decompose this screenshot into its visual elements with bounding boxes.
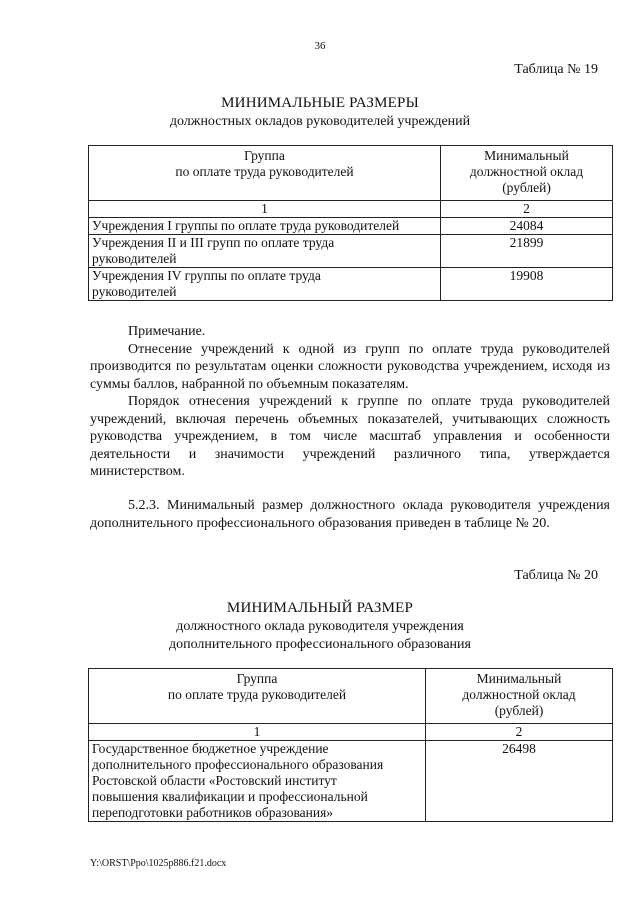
- note-paragraph-2: Порядок отнесения учреждений к группе по оплате труда руководителей учреждений, включая перечень объемных показателей, учитывающих сложность руководства учреждением, в том числе масштаб управления и особенности деятельности и значимости учреждений различного типа, утверждается министерством.: [90, 394, 610, 479]
- table19-row3-value: 19908: [441, 268, 613, 301]
- table19-title: МИНИМАЛЬНЫЕ РАЗМЕРЫ: [221, 95, 419, 111]
- table20-header-salary: Минимальный должностной оклад (рублей): [426, 669, 613, 724]
- table20-subtitle-2: дополнительного профессионального образования: [169, 637, 471, 652]
- footer-file-path: Y:\ORST\Ppo\1025p886.f21.docx: [90, 858, 227, 869]
- table20-subtitle-1: должностного оклада руководителя учреждения: [176, 619, 464, 634]
- table19-num-col1: 1: [89, 201, 441, 218]
- note-title: Примечание.: [128, 324, 206, 339]
- table19-row2-group: Учреждения II и III групп по оплате труда руководителей: [89, 235, 441, 268]
- table19-row2-value: 21899: [441, 235, 613, 268]
- table19-num-col2: 2: [441, 201, 613, 218]
- table20-header-row: [89, 669, 613, 724]
- table19-row1-group: Учреждения I группы по оплате труда руководителей: [89, 218, 441, 235]
- table19-row3-group: Учреждения IV группы по оплате труда руководителей: [89, 268, 441, 301]
- table19-row1-value: 24084: [441, 218, 613, 235]
- table-row: [89, 268, 613, 301]
- table-row: [89, 218, 613, 235]
- table20-row1-value: 26498: [426, 741, 613, 822]
- table19-subtitle: должностных окладов руководителей учреждений: [169, 114, 471, 129]
- table-row: [89, 235, 613, 268]
- note-block: [90, 323, 610, 481]
- page-number: 36: [314, 40, 326, 52]
- table-row: [89, 741, 613, 822]
- table20-num-col1: 1: [89, 724, 426, 741]
- table19-label: Таблица № 19: [514, 62, 598, 77]
- table20-number-row: [89, 724, 613, 741]
- table19-header-group: Группа по оплате труда руководителей: [89, 146, 441, 201]
- table19-header-salary: Минимальный должностной оклад (рублей): [441, 146, 613, 201]
- table20-header-group: Группа по оплате труда руководителей: [89, 669, 426, 724]
- table19-number-row: [89, 201, 613, 218]
- table20-title: МИНИМАЛЬНЫЙ РАЗМЕР: [226, 600, 414, 616]
- table19-header-row: [89, 146, 613, 201]
- table20: [88, 668, 613, 822]
- table20-label: Таблица № 20: [514, 568, 598, 583]
- table20-num-col2: 2: [426, 724, 613, 741]
- section-5-2-3: 5.2.3. Минимальный размер должностного оклада руководителя учреждения дополнительного профессионального образования приведен в таблице № 20.: [90, 498, 610, 531]
- table20-row1-group: Государственное бюджетное учреждение дополнительного профессионального образования Ростовской области «Ростовский институт повышения квалификации и профессиональной переподготовки работников образования»: [89, 741, 426, 822]
- table19: [88, 145, 613, 301]
- note-paragraph-1: Отнесение учреждений к одной из групп по оплате труда руководителей производится по результатам оценки сложности руководства учреждением, исходя из суммы баллов, набранной по объемным показателям.: [90, 341, 610, 392]
